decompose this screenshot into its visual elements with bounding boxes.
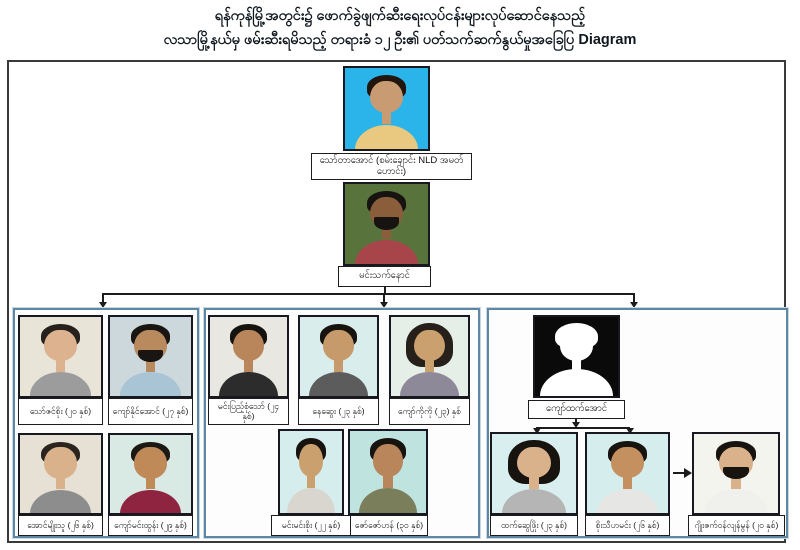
person-photo [692, 432, 780, 515]
avatar-torso [359, 488, 417, 514]
avatar-face [517, 447, 551, 479]
avatar-face [44, 330, 76, 362]
person-photo [389, 315, 470, 398]
person-photo [585, 432, 670, 515]
avatar-face [134, 447, 166, 478]
avatar-face [44, 447, 76, 478]
avatar-face [370, 81, 403, 113]
person-name: ကျော်နိုင်အောင် (၂၇ နှစ်) [108, 398, 193, 425]
avatar-face [299, 444, 324, 477]
person-name: ထက်ဆွေဖြိုး (၂၃ နှစ်) [490, 515, 578, 536]
avatar-torso [30, 372, 92, 397]
person-photo-silhouette [533, 315, 620, 398]
person-photo-second [343, 182, 430, 266]
person-name: ဂျိုးဇက်ဝန်လျန်မွန် (၂၀ နှစ်) [688, 515, 785, 536]
avatar-torso [355, 240, 418, 266]
avatar-face [719, 447, 753, 479]
person-photo [108, 315, 193, 398]
person-photo [208, 315, 289, 398]
person-name: မင်းပြည့်စုံသော် (၂၄ နှစ်) [208, 398, 289, 425]
avatar-torso [309, 372, 368, 397]
connector-branch-bar [102, 293, 635, 295]
avatar-torso [120, 372, 182, 397]
person-name: မင်းမင်းစိုး (၂၂ နှစ်) [271, 515, 351, 536]
avatar-face [134, 330, 166, 362]
person-photo [278, 429, 344, 515]
avatar-torso [219, 372, 278, 397]
avatar-torso [400, 372, 459, 397]
avatar-torso [355, 125, 418, 151]
person-photo [490, 432, 578, 515]
connector-leader-bar [536, 427, 630, 429]
avatar-face [560, 330, 593, 362]
person-photo [18, 315, 103, 398]
person-name: သော်ဇင်စိုး (၂၀ နှစ်) [18, 398, 103, 425]
person-name-root: သော်တာအောင် (စမ်းချောင်း NLD အမတ်ဟောင်း) [311, 153, 472, 180]
person-name: စိုးသီဟမင်း (၂၆ နှစ်) [585, 515, 670, 536]
person-name: ကျော်ကိုကို (၂၃) နှစ် [389, 398, 470, 425]
avatar-face [323, 330, 354, 362]
avatar-torso [704, 489, 768, 514]
person-name-leader: ကျော်ထက်အောင် [528, 400, 625, 419]
person-name: ဇော်ဇော်ဟန် (၃၀ နှစ်) [350, 515, 428, 536]
avatar-torso [597, 489, 659, 514]
person-name: နေဆွေး (၂၃ နှစ်) [298, 398, 379, 425]
person-name-second: မင်းသက်နောင် [338, 266, 431, 287]
diagram-title-line1: ရန်ကုန်မြို့အတွင်း၌ ဖောက်ခွဲဖျက်ဆီးရေးလုပ်ငန်းများလုပ်ဆောင်နေသည့် [214, 8, 586, 24]
avatar-torso [30, 490, 92, 515]
avatar-face [370, 197, 403, 229]
avatar-face [233, 330, 264, 362]
person-name: ကျော်မင်းထွန်း (၂၉ နှစ်) [108, 515, 193, 536]
avatar-torso [287, 488, 334, 514]
avatar-face [414, 330, 445, 362]
person-photo [348, 429, 428, 515]
avatar-torso [120, 490, 182, 515]
person-photo [108, 433, 193, 515]
diagram-title-line2: လသာမြို့နယ်မှ ဖမ်းဆီးရမိသည့် တရားခံ ၁၂ ဦး၏ ပတ်သက်ဆက်နွယ်မှုအခြေပြ Diagram [163, 32, 637, 48]
person-photo-root [343, 66, 430, 151]
avatar-torso [502, 489, 566, 514]
avatar-torso [540, 369, 613, 397]
arrow-right-icon [684, 468, 692, 478]
person-photo [18, 433, 103, 515]
avatar-face [373, 444, 403, 477]
person-photo [298, 315, 379, 398]
person-name: အောင်မျိုးသူ (၂၆ နှစ်) [18, 515, 103, 536]
avatar-face [611, 447, 643, 479]
